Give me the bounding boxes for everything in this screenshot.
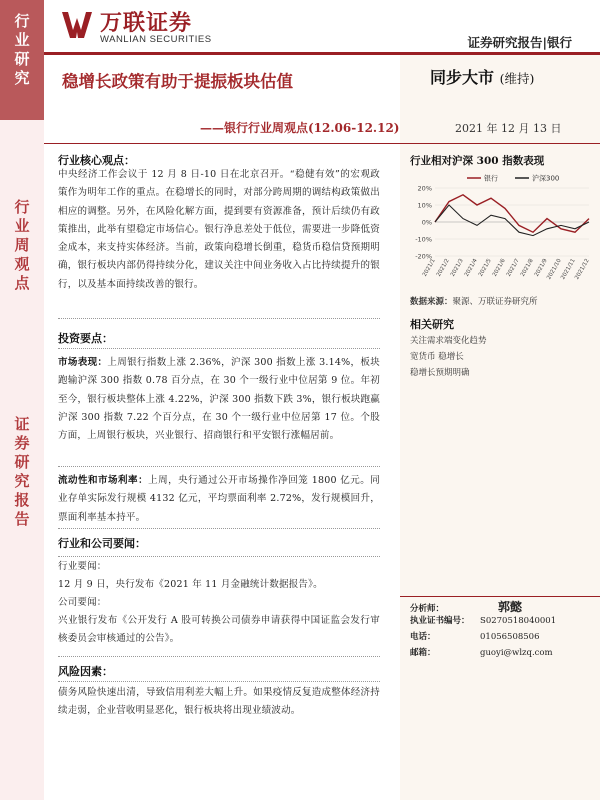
related-research-link[interactable]: 关注需求端变化趋势 xyxy=(410,336,487,346)
cert-label: 执业证书编号： xyxy=(410,616,470,626)
core-view-heading: 行业核心观点： xyxy=(58,154,135,167)
chart-y-tick-label: 0% xyxy=(421,218,432,227)
risk-heading: 风险因素： xyxy=(58,665,113,678)
chart-legend-label: 银行 xyxy=(484,174,498,183)
chart-y-tick-label: 10% xyxy=(417,201,432,210)
chart-x-tick-label: 2021/5 xyxy=(477,258,493,278)
email-value[interactable]: guoyi@wlzq.com xyxy=(480,648,553,658)
rating xyxy=(430,65,534,88)
chart-x-tick-label: 2021/12 xyxy=(574,258,591,281)
liquidity-label: 流动性和市场利率： xyxy=(58,475,149,486)
left-side-band xyxy=(0,0,44,800)
analyst-divider xyxy=(400,596,600,597)
section-divider xyxy=(58,656,380,657)
chart-x-tick-label: 2021/2 xyxy=(435,258,451,278)
section-divider xyxy=(58,556,380,557)
left-label-weekly-view: 行业周观点 xyxy=(14,198,30,292)
phone-value: 01056508506 xyxy=(480,632,540,642)
chart-y-tick-label: -20% xyxy=(415,252,432,261)
report-title: 稳增长政策有助于提振板块估值 xyxy=(62,72,293,91)
chart-series-line xyxy=(435,205,589,236)
email-label: 邮箱： xyxy=(410,648,436,658)
chart-y-tick-label: -10% xyxy=(415,235,432,244)
liquidity xyxy=(58,472,380,527)
company-news-label: 公司要闻： xyxy=(58,597,107,608)
market-performance xyxy=(58,354,380,445)
chart-x-tick-label: 2021/3 xyxy=(449,258,465,278)
market-label: 市场表现： xyxy=(58,357,108,368)
industry-news-label: 行业要闻： xyxy=(58,561,107,572)
phone-row xyxy=(410,630,540,642)
source-label: 数据来源： xyxy=(410,297,453,307)
report-date: 2021 年 12 月 13 日 xyxy=(455,122,562,135)
chart-x-tick-label: 2021/9 xyxy=(533,258,549,278)
section-divider xyxy=(58,466,380,467)
analyst-name: 郭懿 xyxy=(498,600,523,614)
brand-name-en: WANLIAN SECURITIES xyxy=(100,34,212,45)
rating-note: (维持) xyxy=(499,71,535,86)
relative-performance-chart xyxy=(405,170,595,290)
chart-title: 行业相对沪深 300 指数表现 xyxy=(410,155,545,167)
section-divider xyxy=(58,348,380,349)
risk-text: 债务风险快速出清，导致信用利差大幅上升。如果疫情反复造成整体经济持续走弱，企业营收明显恶化，银行板块将出现业绩波动。 xyxy=(58,687,380,717)
core-view-text: 中央经济工作会议于 12 月 8 日-10 日在北京召开。“稳健有效”的宏观政策作为明年工作的重点。在稳增长的同时，对部分跨周期的调结构政策做出相应的调整。另外，在风险化解方面，提到要有资源准备，预计后续仍有政策推出，此举有望稳定市场信心。银行净息差处于低位，需要进一步降低资金成本，来支持实体经济。当前，政策向稳增长倒重，稳货币稳信贷预期明确，银行板块内部仍得持续分化，建议关注中间业务收入占比持续提升的银行，以及基本面持续改善的银行。 xyxy=(58,169,380,290)
analyst-row xyxy=(410,598,522,615)
chart-x-tick-label: 2021/8 xyxy=(519,258,535,278)
liquidity-text: 上周，央行通过公开市场操作净回笼 1800 亿元。同业存单实际发行规模 4132 亿元，平均票面利率 2.72%，发行规模回升，票面利率基本持平。 xyxy=(58,475,380,523)
phone-label: 电话： xyxy=(410,632,436,642)
cert-value: S0270518040001 xyxy=(480,616,557,626)
chart-x-tick-label: 2021/11 xyxy=(560,258,577,281)
source-text: 聚源、万联证券研究所 xyxy=(452,297,538,307)
investment-heading: 投资要点： xyxy=(58,332,113,345)
wanlian-logo-icon xyxy=(60,8,94,42)
brand-name-cn: 万联证券 xyxy=(100,11,193,36)
chart-x-tick-label: 2021/7 xyxy=(505,258,521,278)
cert-row xyxy=(410,614,556,626)
left-label-securities-report: 证券研究报告 xyxy=(14,415,30,528)
section-divider xyxy=(58,528,380,529)
chart-x-tick-label: 2021/6 xyxy=(491,258,507,278)
company-news-text: 兴业银行发布《公开发行 A 股可转换公司债券申请获得中国证监会发行审核委员会审核通过的公告》。 xyxy=(58,615,380,645)
left-label-industry-research: 行业研究 xyxy=(14,12,30,87)
header-divider xyxy=(44,52,600,55)
market-text: 上周银行指数上涨 2.36%，沪深 300 指数上涨 3.14%，板块跑输沪深 300 指数 0.78 百分点，在 30 个一级行业中位居第 9 位。年初至今，银行板块整体上涨 4.22%，沪深 300 指数下跌 3%，银行板块跑赢沪深 300 指数 7.22 个百分点，在 30 个一级行业中位居第 17 位。个股方面，上周银行板块，兴业银行、招商银行和平安银行涨幅居前。 xyxy=(58,357,380,442)
chart-x-tick-label: 2021/10 xyxy=(546,258,563,281)
report-subtitle: ——银行行业周观点(12.06-12.12) xyxy=(200,121,400,135)
section-divider xyxy=(58,681,380,682)
analyst-label: 分析师： xyxy=(410,604,445,614)
chart-x-tick-label: 2021/1 xyxy=(421,258,437,278)
chart-legend-label: 沪深300 xyxy=(532,174,560,183)
title-divider xyxy=(44,143,600,144)
news-heading: 行业和公司要闻： xyxy=(58,537,146,550)
related-research-link[interactable]: 宽货币 稳增长 xyxy=(410,352,464,362)
report-type: 证券研究报告|银行 xyxy=(467,35,572,50)
industry-news-text: 12 月 9 日，央行发布《2021 年 11 月金融统计数据报告》。 xyxy=(58,579,323,590)
related-research-link[interactable]: 稳增长预期明确 xyxy=(410,368,470,378)
section-divider xyxy=(58,318,380,319)
chart-x-tick-label: 2021/4 xyxy=(463,258,479,278)
email-row xyxy=(410,646,553,658)
chart-y-tick-label: 20% xyxy=(417,184,432,193)
data-source xyxy=(410,295,538,307)
rating-value: 同步大市 xyxy=(430,68,495,87)
related-research-heading: 相关研究 xyxy=(410,318,454,331)
